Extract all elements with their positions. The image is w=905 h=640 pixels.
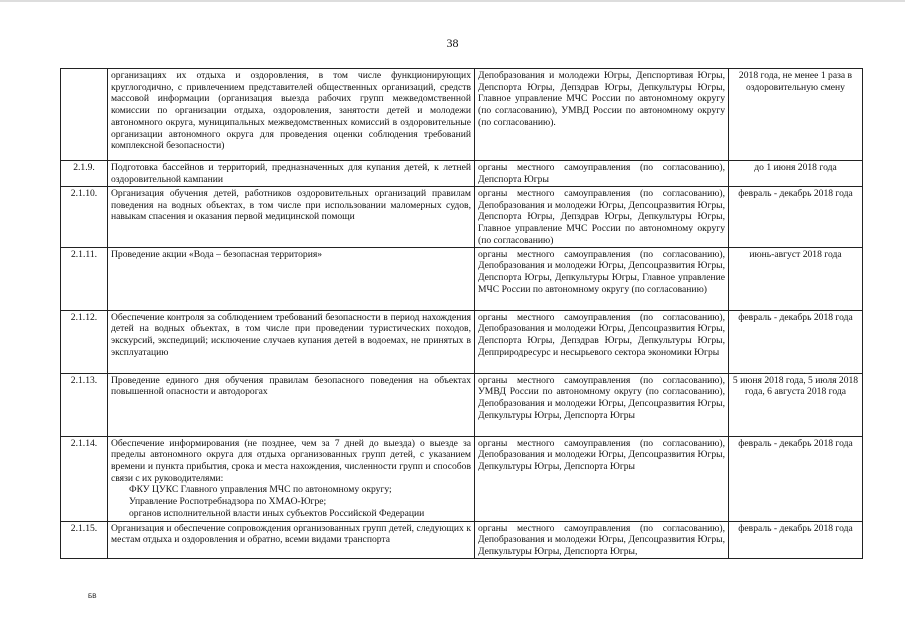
responsible-executors: органы местного самоуправления (по согласованию), Депспорта Югры — [475, 161, 729, 187]
page-number: 38 — [446, 36, 459, 50]
description-list-item: органов исполнительной власти иных субъектов Российской Федерации — [129, 507, 425, 519]
description-text: Подготовка бассейнов и территорий, предназначенных для купания детей, к летней оздоровительной кампании — [111, 162, 471, 185]
row-number: 2.1.9. — [61, 161, 108, 187]
responsible-executors: Депобразования и молодежи Югры, Депспортивая Югры, Депспорта Югры, Депздрав Югры, Депкультуры Югры, Главное управление МЧС России по автономному округу (по согласованию), УМВД России по автономному округу (по согласованию). — [475, 69, 729, 161]
responsible-executors: органы местного самоуправления (по согласованию), Депобразования и молодежи Югры, Депсоцразвития Югры, Депспорта Югры, Депздрав Югры, Депкультуры Югры, Депприродресурс и несырьевого сектора экономики Югры — [475, 310, 729, 373]
deadline: июнь-август 2018 года — [729, 247, 863, 310]
deadline: февраль - декабрь 2018 года — [729, 521, 863, 558]
row-number: 2.1.13. — [61, 373, 108, 436]
deadline: до 1 июня 2018 года — [729, 161, 863, 187]
description-list-item: Управление Роспотребнадзора по ХМАО-Югре; — [129, 496, 327, 508]
activity-description — [108, 247, 475, 310]
table-row — [61, 161, 863, 187]
description-text: Обеспечение информирования (не позднее, чем за 7 дней до выезда) о выезде за пределы автономного округа для отдыха организованных групп детей, с указанием времени и пункта прибытия, срока и места нахождения, численности групп и способов связи с их руководителями: — [111, 437, 471, 484]
activity-description — [108, 521, 475, 558]
footer-mark: БВ — [88, 593, 97, 600]
responsible-executors: органы местного самоуправления (по согласованию), Депобразования и молодежи Югры, Депсоцразвития Югры, Депкультуры Югры, Депспорта Югры — [475, 436, 729, 521]
responsible-executors: органы местного самоуправления (по согласованию), Депобразования и молодежи Югры, Депсоцразвития Югры, Депспорта Югры, Депздрав Югры, Депкультуры Югры, Главное управление МЧС России по автономному округу (по согласованию) — [475, 187, 729, 248]
activity-description — [108, 161, 475, 187]
description-text: Обеспечение контроля за соблюдением требований безопасности в период нахождения детей на водных объектах, в том числе при проведении туристических походов, экскурсий, экспедиций; исключение случаев купания детей в водоемах, не принятых в эксплуатацию — [111, 311, 471, 358]
activity-description — [108, 436, 475, 521]
activities-table — [60, 68, 863, 559]
table-row — [61, 310, 863, 373]
description-text: организациях их отдыха и оздоровления, в том числе функционирующих круглогодично, с привлечением представителей общественных организаций, средств массовой информации (организация выезда рабочих групп межведомственной комиссии по организации отдыха, оздоровления, занятости детей и молодежи автономного округа, муниципальных межведомственных комиссий в оздоровительные организации автономного округа для проведения оценки соблюдения требований комплексной безопасности) — [111, 70, 471, 152]
activity-description — [108, 69, 475, 161]
table-row — [61, 187, 863, 248]
row-number: 2.1.11. — [61, 247, 108, 310]
responsible-executors: органы местного самоуправления (по согласованию), Депобразования и молодежи Югры, Депсоцразвития Югры, Депкультуры Югры, Депспорта Югры, — [475, 521, 729, 558]
deadline: 2018 года, не менее 1 раза в оздоровительную смену — [729, 69, 863, 161]
table-row — [61, 521, 863, 558]
table-row — [61, 69, 863, 161]
deadline: февраль - декабрь 2018 года — [729, 436, 863, 521]
table-row — [61, 373, 863, 436]
table-body — [61, 69, 863, 559]
responsible-executors: органы местного самоуправления (по согласованию), Депобразования и молодежи Югры, Депсоцразвития Югры, Депспорта Югры, Депкультуры Югры, Главное управление МЧС России по автономному округу (по согласованию) — [475, 247, 729, 310]
responsible-executors: органы местного самоуправления (по согласованию), УМВД России по автономному округу (по согласованию), Депобразования и молодежи Югры, Депсоцразвития Югры, Депкультуры Югры, Депспорта Югры — [475, 373, 729, 436]
deadline: февраль - декабрь 2018 года — [729, 187, 863, 248]
activity-description — [108, 187, 475, 248]
row-number — [61, 69, 108, 161]
description-text: Организация обучения детей, работников оздоровительных организаций правилам поведения на водных объектах, в том числе при использовании маломерных судов, навыкам спасения и оказания первой медицинской помощи — [111, 188, 471, 223]
row-number: 2.1.12. — [61, 310, 108, 373]
deadline: 5 июня 2018 года, 5 июля 2018 года, 6 августа 2018 года — [729, 373, 863, 436]
description-text: Проведение единого дня обучения правилам безопасного поведения на объектах повышенной опасности и автодорогах — [111, 374, 471, 398]
scan-top-edge — [0, 0, 905, 2]
deadline: февраль - декабрь 2018 года — [729, 310, 863, 373]
table-row — [61, 247, 863, 310]
row-number: 2.1.15. — [61, 521, 108, 558]
description-text: Организация и обеспечение сопровождения организованных групп детей, следующих к местам отдыха и оздоровления и обратно, всеми видами транспорта — [111, 522, 471, 546]
activity-description — [108, 310, 475, 373]
row-number: 2.1.14. — [61, 436, 108, 521]
row-number: 2.1.10. — [61, 187, 108, 248]
description-list-item: ФКУ ЦУКС Главного управления МЧС по автономному округу; — [129, 484, 392, 496]
description-text: Проведение акции «Вода – безопасная территория» — [111, 248, 323, 260]
activity-description — [108, 373, 475, 436]
table-row — [61, 436, 863, 521]
